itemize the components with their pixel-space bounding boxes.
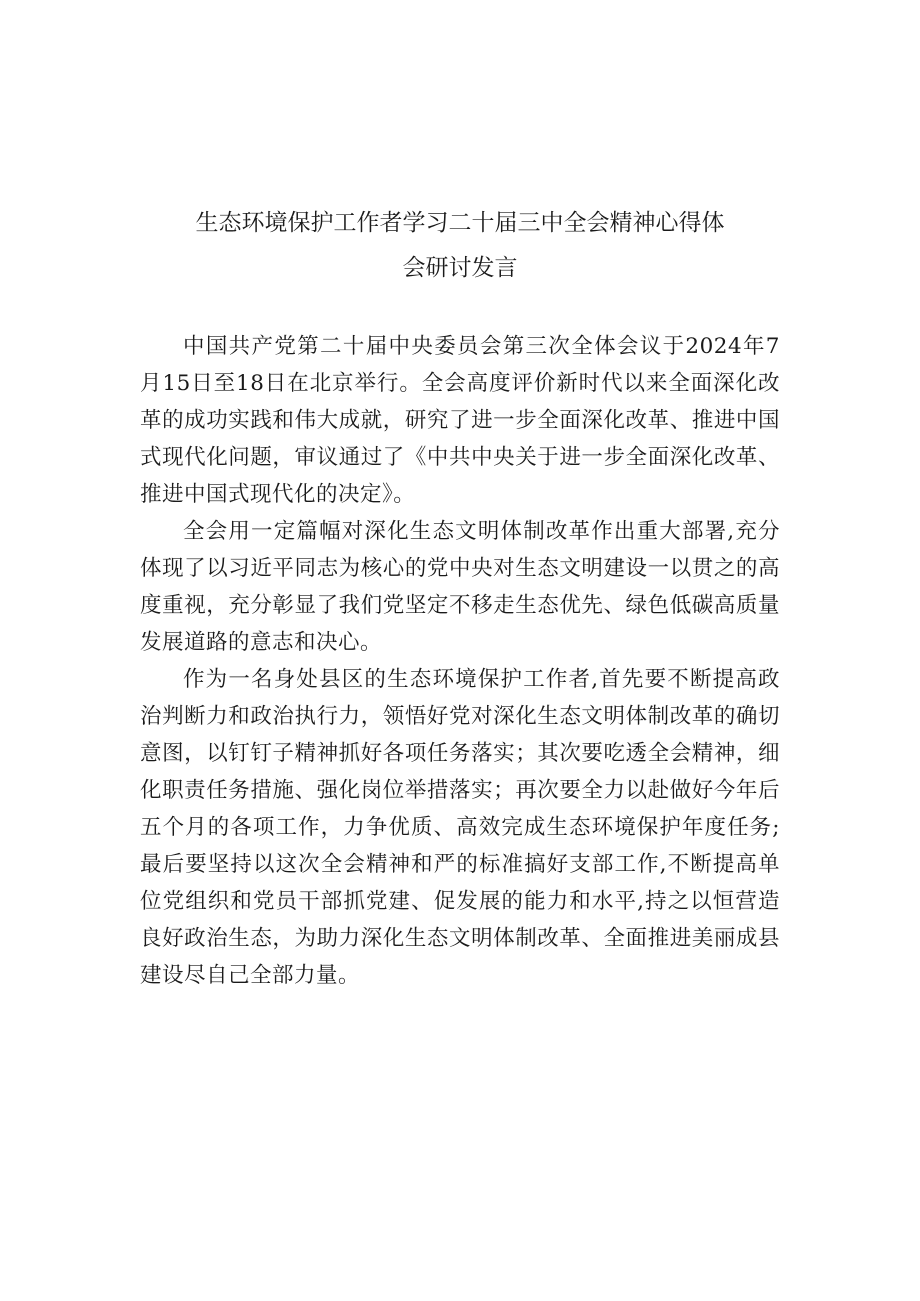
title-line-1: 生态环境保护工作者学习二十届三中全会精神心得体 (195, 210, 725, 237)
paragraph-3: 作为一名身处县区的生态环境保护工作者,首先要不断提高政治判断力和政治执行力，领悟好党对深化生态文明体制改革的确切意图，以钉钉子精神抓好各项任务落实；其次要吃透全会精神，细化职责任务措施、强化岗位举措落实；再次要全力以赴做好今年后五个月的各项工作，力争优质、高效完成生态环境保护年度任务;最后要坚持以这次全会精神和严的标准搞好支部工作,不断提高单位党组织和党员干部抓党建、促发展的能力和水平,持之以恒营造良好政治生态，为助力深化生态文明体制改革、全面推进美丽成县建设尽自己全部力量。 (140, 667, 780, 988)
paragraph-1: 中国共产党第二十届中央委员会第三次全体会议于2024年7月15日至18日在北京举行。全会高度评价新时代以来全面深化改革的成功实践和伟大成就，研究了进一步全面深化改革、推进中国式现代化问题，审议通过了《中共中央关于进一步全面深化改革、推进中国式现代化的决定》。 (140, 334, 780, 507)
document-body (140, 328, 780, 994)
document-title (140, 201, 780, 291)
paragraph-2: 全会用一定篇幅对深化生态文明体制改革作出重大部署,充分体现了以习近平同志为核心的党中央对生态文明建设一以贯之的高度重视，充分彰显了我们党坚定不移走生态优先、绿色低碳高质量发展道路的意志和决心。 (140, 519, 780, 655)
title-line-2: 会研讨发言 (402, 255, 518, 282)
